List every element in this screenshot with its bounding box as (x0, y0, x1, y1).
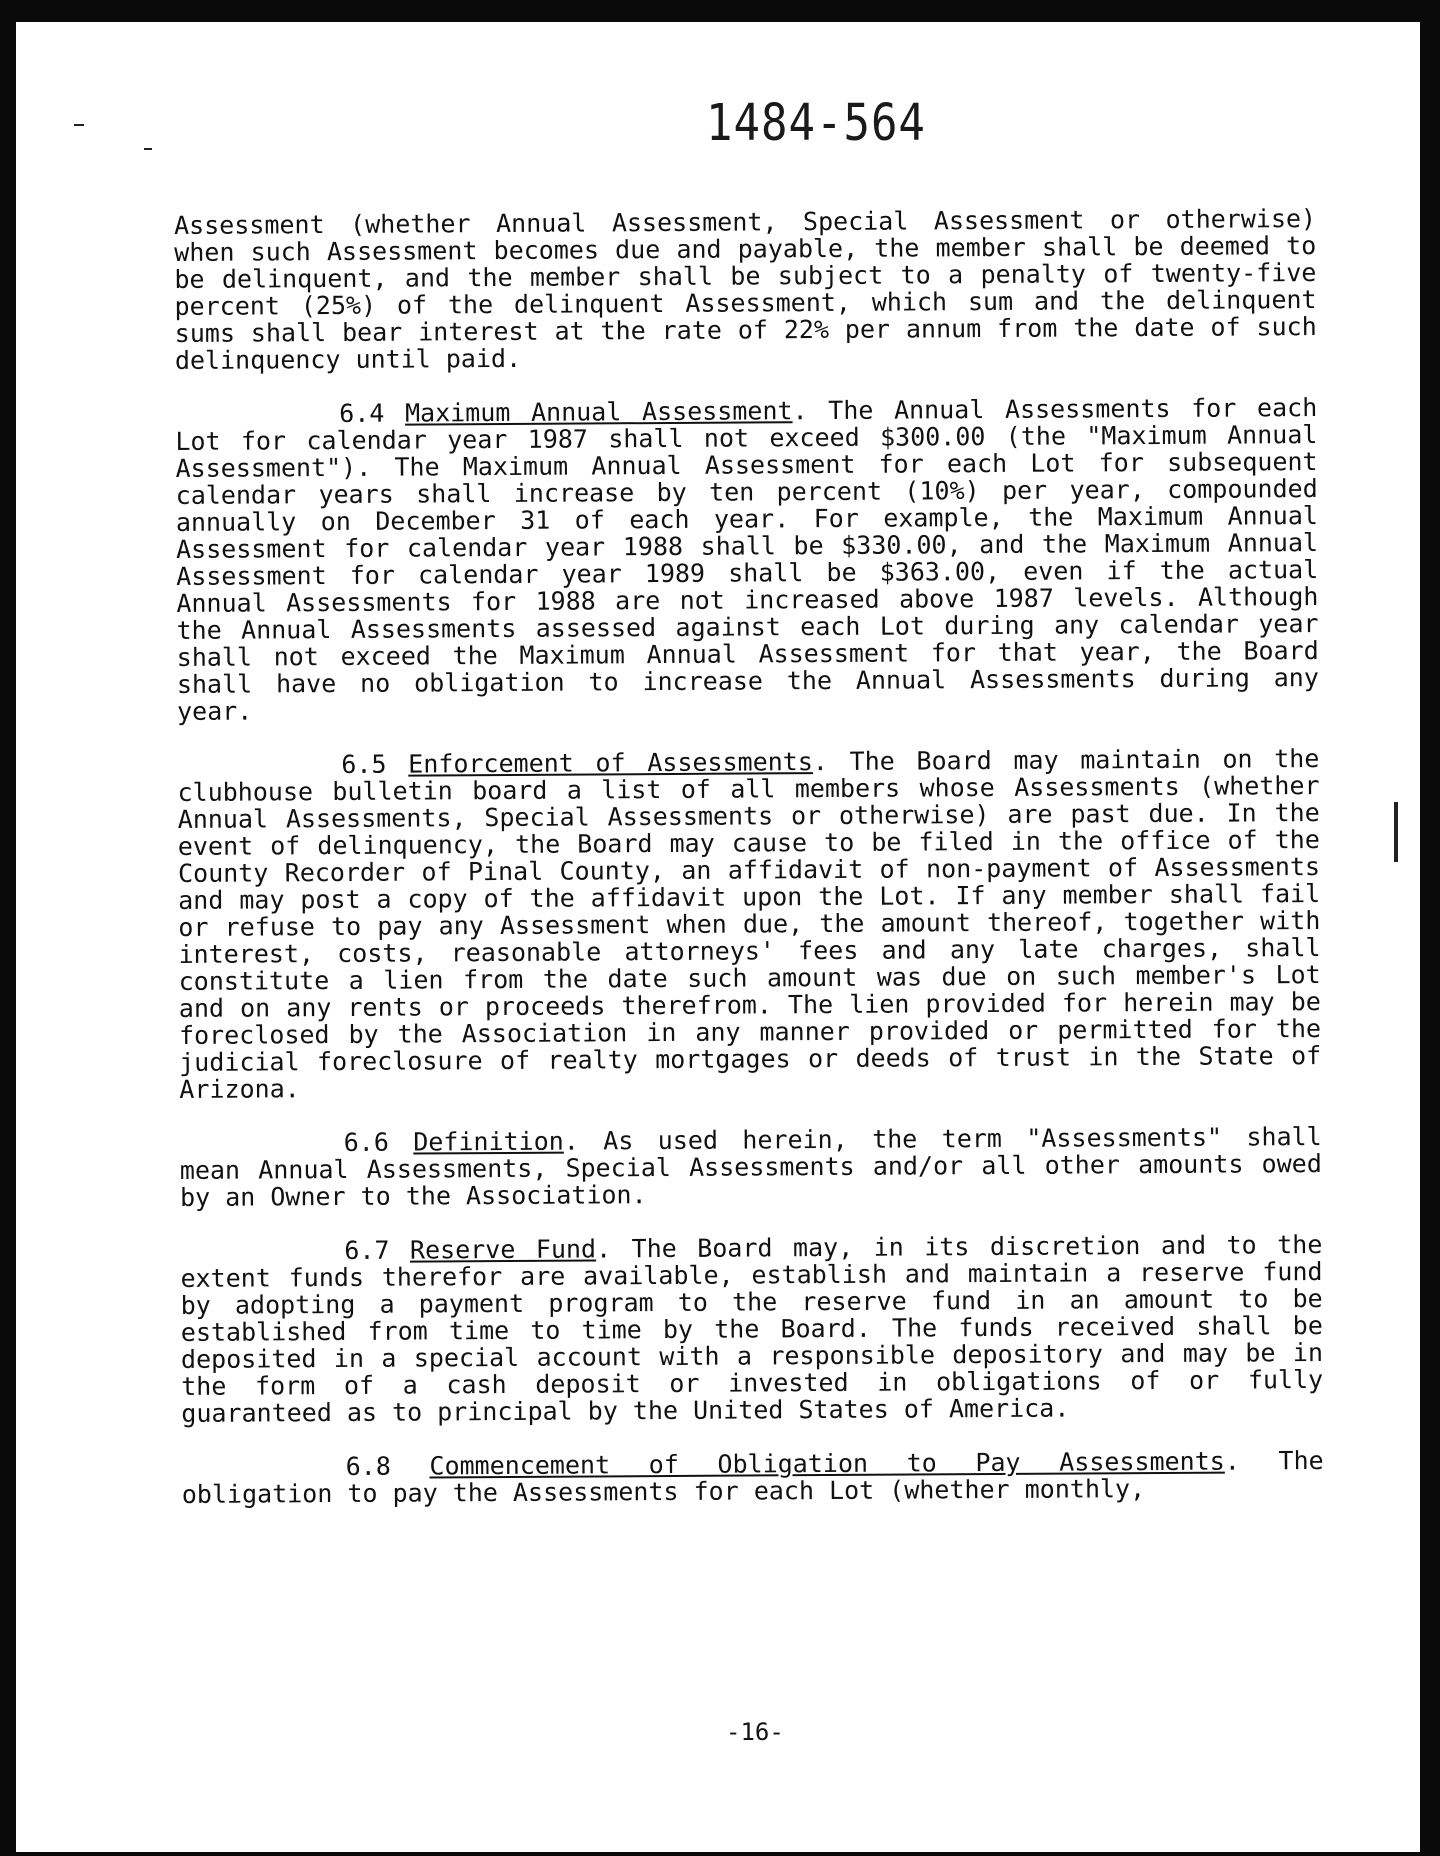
scan-border (1420, 0, 1440, 1856)
section-heading: Reserve Fund (409, 1234, 597, 1265)
intro-paragraph: Assessment (whether Annual Assessment, Special Assessment or otherwise) when such Assessment becomes due and payable, the member shall be deemed to be delinquent, and the member shall be subject to a penalty of twenty-five percent (25%) of the delinquent Assessment, which sum and the delinquent sums shall bear interest at the rate of 22% per annum from the date of such delinquency until paid. (173, 204, 1317, 375)
section-heading: Commencement of Obligation to Pay Assessments (429, 1446, 1225, 1481)
section-6-8 (182, 1447, 1324, 1508)
section-number: 6.7 (344, 1235, 390, 1265)
section-6-5 (177, 745, 1321, 1103)
section-text: . The Annual Assessments for each Lot for calendar year 1987 shall not exceed $300.00 (the "Maximum Annual Assessment"). The Maximum Annual Assessment for each Lot for subsequent calendar years shall increase by ten percent (10%) per year, compounded annually on December 31 of each year. For example, the Maximum Annual Assessment for calendar year 1988 shall be $330.00, and the Maximum Annual Assessment for calendar year 1989 shall be $363.00, even if the actual Annual Assessments for 1988 are not increased above 1987 levels. Although the Annual Assessments assessed against each Lot during any calendar year shall not exceed the Maximum Annual Assessment for that year, the Board shall have no obligation to increase the Annual Assessments during any year. (175, 393, 1319, 726)
section-text: . The Board may maintain on the clubhouse bulletin board a list of all members whose Assessments (whether Annual Assessments, Special Assessments or otherwise) are past due. In the event of delinquency, the Board may cause to be filed in the office of the County Recorder of Pinal County, an affidavit of non-payment of Assessments and may post a copy of the affidavit upon the Lot. If any member shall fail or refuse to pay any Assessment when due, the amount thereof, together with interest, costs, reasonable attorneys' fees and any late charges, shall constitute a lien from the date such amount was due on such member's Lot and on any rents or proceeds therefrom. The lien provided for herein may be foreclosed by the Association in any manner provided or permitted for the judicial foreclosure of realty mortgages or deeds of trust in the State of Arizona. (177, 744, 1322, 1104)
section-number: 6.5 (341, 749, 387, 779)
section-text: . The Board may, in its discretion and to the extent funds therefor are available, establish and maintain a reserve fund by adopting a payment program to the reserve fund in an amount to be established from time to time by the Board. The funds received shall be deposited in a special account with a responsible depository and may be in the form of a cash deposit or invested in obligations of or fully guaranteed as to principal by the United States of America. (180, 1230, 1324, 1428)
document-number: 1484-564 (706, 94, 926, 153)
section-text: . The obligation to pay the Assessments for each Lot (whether monthly, (181, 1446, 1324, 1509)
page-number: -16- (726, 1718, 784, 1746)
section-heading: Definition (413, 1126, 564, 1157)
section-heading: Maximum Annual Assessment (404, 396, 793, 428)
section-6-7 (180, 1231, 1323, 1427)
document-page (16, 22, 1420, 1852)
section-number: 6.8 (345, 1451, 391, 1481)
scan-speck (1394, 802, 1398, 862)
section-text: . As used herein, the term "Assessments" shall mean Annual Assessments, Special Assessments and/or all other amounts owed by an Owner to the Association. (179, 1122, 1322, 1212)
section-number: 6.6 (343, 1127, 389, 1157)
document-body (174, 205, 1324, 1535)
scan-speck (74, 124, 84, 126)
section-6-4 (175, 394, 1319, 725)
section-number: 6.4 (339, 398, 385, 428)
scan-speck (144, 148, 152, 150)
section-6-6 (180, 1123, 1322, 1211)
section-heading: Enforcement of Assessments (408, 747, 813, 779)
